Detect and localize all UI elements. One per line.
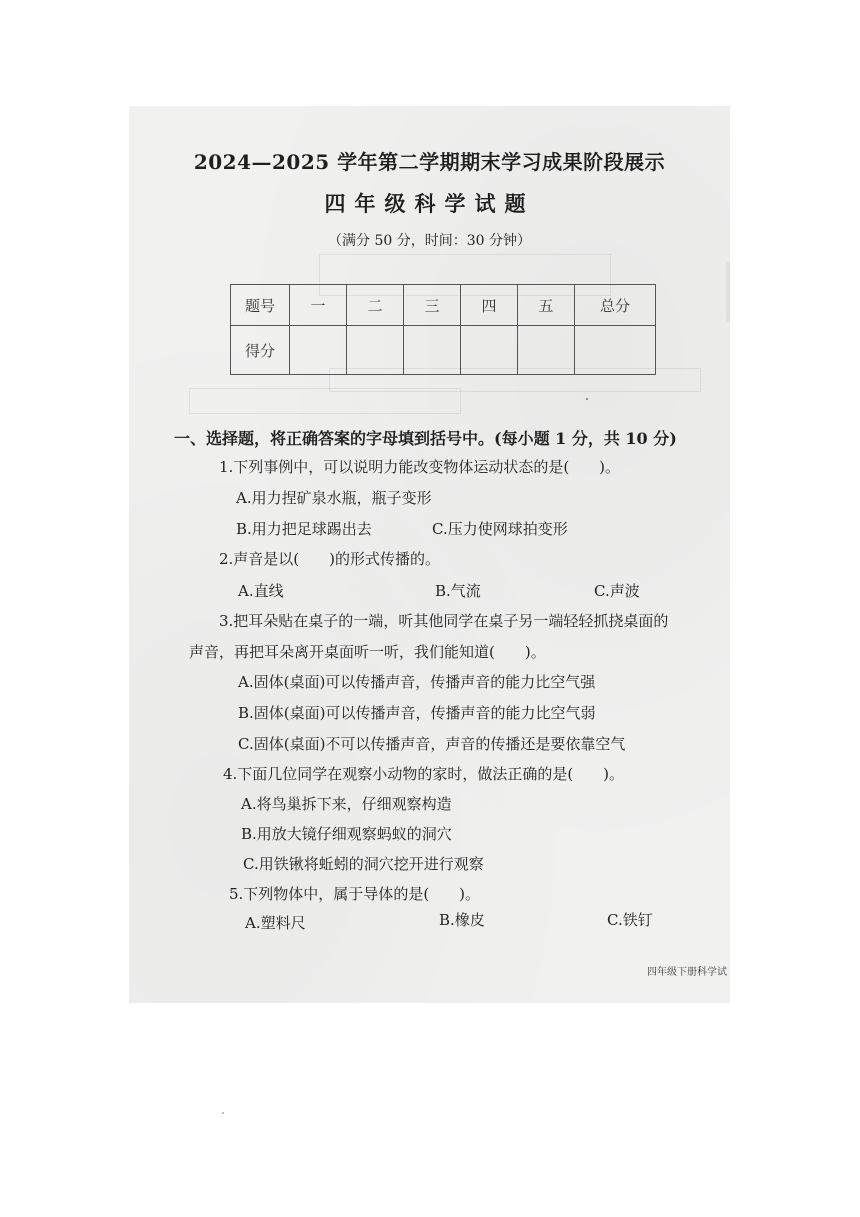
- edge-shadow: [726, 262, 730, 322]
- bleed-through-box: [189, 388, 461, 414]
- option-2b: B.气流: [435, 582, 481, 600]
- exam-subtitle: 四年级科学试题: [324, 191, 535, 216]
- question-5: 5.下列物体中，属于导体的是( )。: [229, 885, 481, 903]
- score-row-label: 得分: [231, 326, 290, 375]
- score-cell: [575, 326, 656, 375]
- stray-mark: [222, 1112, 224, 1114]
- option-4a: A.将鸟巢拆下来，仔细观察构造: [241, 795, 452, 813]
- score-cell: [461, 326, 518, 375]
- option-3a: A.固体(桌面)可以传播声音，传播声音的能力比空气强: [238, 673, 596, 691]
- score-table-header-row: [231, 285, 656, 326]
- question-3-line-2: 声音，再把耳朵离开桌面听一听，我们能知道( )。: [189, 643, 546, 661]
- score-header-cell: 四: [461, 285, 518, 326]
- question-2: 2.声音是以( )的形式传播的。: [219, 550, 441, 568]
- option-4b: B.用放大镜仔细观察蚂蚁的洞穴: [241, 825, 452, 843]
- option-5b: B.橡皮: [439, 911, 485, 929]
- option-2c: C.声波: [594, 582, 640, 600]
- score-table-score-row: [231, 326, 656, 375]
- option-5a: A.塑料尺: [245, 914, 306, 932]
- option-3b: B.固体(桌面)可以传播声音，传播声音的能力比空气弱: [238, 704, 596, 722]
- option-4c: C.用铁锹将蚯蚓的洞穴挖开进行观察: [243, 855, 484, 873]
- option-3c: C.固体(桌面)不可以传播声音，声音的传播还是要依靠空气: [238, 735, 626, 753]
- score-header-cell: 三: [404, 285, 461, 326]
- question-4: 4.下面几位同学在观察小动物的家时，做法正确的是( )。: [223, 765, 625, 783]
- score-header-cell: 五: [518, 285, 575, 326]
- option-2a: A.直线: [238, 582, 284, 600]
- exam-paper: [129, 106, 730, 1003]
- score-table: [230, 284, 656, 375]
- option-1c: C.压力使网球拍变形: [432, 520, 568, 538]
- question-1: 1.下列事例中，可以说明力能改变物体运动状态的是( )。: [219, 458, 621, 476]
- option-1b: B.用力把足球踢出去: [236, 520, 372, 538]
- score-header-cell: 二: [347, 285, 404, 326]
- exam-note: （满分 50 分，时间：30 分钟）: [328, 233, 531, 249]
- stray-mark: [586, 398, 588, 400]
- score-cell: [347, 326, 404, 375]
- score-header-cell: 一: [290, 285, 347, 326]
- photographed-exam-page: [129, 106, 730, 1003]
- score-cell: [518, 326, 575, 375]
- question-3-line-1: 3.把耳朵贴在桌子的一端，听其他同学在桌子另一端轻轻抓挠桌面的: [219, 612, 669, 630]
- section-heading: 一、选择题，将正确答案的字母填到括号中。(每小题 1 分，共 10 分): [174, 429, 677, 448]
- exam-title: 2024—2025 学年第二学期期末学习成果阶段展示: [193, 150, 666, 174]
- score-header-cell: 总分: [575, 285, 656, 326]
- score-cell: [290, 326, 347, 375]
- score-header-cell: 题号: [231, 285, 290, 326]
- score-cell: [404, 326, 461, 375]
- page-footer: 四年级下册科学试: [647, 967, 727, 978]
- option-1a: A.用力捏矿泉水瓶，瓶子变形: [236, 489, 432, 507]
- option-5c: C.铁钉: [607, 911, 653, 929]
